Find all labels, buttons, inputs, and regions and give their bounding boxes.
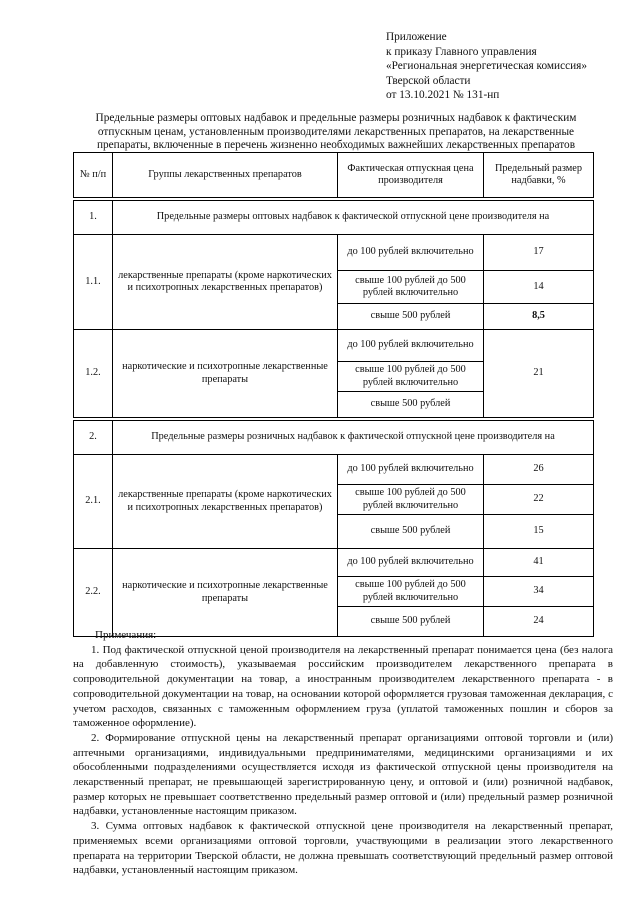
table-header-row <box>74 153 594 198</box>
table-row <box>74 235 594 271</box>
price-cell: свыше 100 рублей до 500 рублей включительно <box>338 577 484 607</box>
value-cell: 21 <box>484 330 594 418</box>
document-title <box>72 112 600 153</box>
value-cell: 8,5 <box>484 304 594 330</box>
price-cell: свыше 100 рублей до 500 рублей включительно <box>338 362 484 392</box>
price-cell: свыше 100 рублей до 500 рублей включительно <box>338 485 484 515</box>
price-cell: свыше 500 рублей <box>338 392 484 418</box>
price-cell: свыше 100 рублей до 500 рублей включительно <box>338 271 484 304</box>
value-cell: 41 <box>484 549 594 577</box>
header-num: № п/п <box>74 153 113 198</box>
appendix-line: Тверской области <box>386 74 471 87</box>
section-row <box>74 421 594 455</box>
header-groups: Группы лекарственных препаратов <box>113 153 338 198</box>
group-num: 2.2. <box>74 549 113 637</box>
section-title: Предельные размеры оптовых надбавок к фактической отпускной цене производителя на <box>113 201 594 235</box>
price-cell: свыше 500 рублей <box>338 515 484 549</box>
price-cell: до 100 рублей включительно <box>338 235 484 271</box>
price-cell: до 100 рублей включительно <box>338 455 484 485</box>
appendix-block <box>386 30 587 103</box>
group-num: 1.2. <box>74 330 113 418</box>
title-line: Предельные размеры оптовых надбавок и предельные размеры розничных надбавок к фактическим <box>95 112 577 124</box>
appendix-line: к приказу Главного управления <box>386 45 537 58</box>
appendix-line: Приложение <box>386 31 447 43</box>
group-num: 2.1. <box>74 455 113 549</box>
group-name: лекарственные препараты (кроме наркотических и психотропных лекарственных препаратов) <box>113 235 338 330</box>
section-num: 1. <box>74 201 113 235</box>
header-price: Фактическая отпускная цена производителя <box>338 153 484 198</box>
price-cell: свыше 500 рублей <box>338 607 484 637</box>
table-row <box>74 549 594 577</box>
note-item: 2. Формирование отпускной цены на лекарственный препарат организациями оптовой торговли и (или) аптечными организациями, индивидуальными предпринимателями, медицинскими организациями и их обособленными подразделениями осуществляется исходя из фактической отпускной цены производителя на лекарственный препарат, не превышающей зарегистрированную цену, и оптовой и (или) розничной надбавок, размер которых не превышает соответственно предельный размер оптовой и (или) предельный размер розничной надбавки, установленные настоящим приказом. <box>73 731 613 818</box>
value-cell: 34 <box>484 577 594 607</box>
section-num: 2. <box>74 421 113 455</box>
value-cell: 24 <box>484 607 594 637</box>
price-cell: до 100 рублей включительно <box>338 549 484 577</box>
section-row <box>74 201 594 235</box>
notes-header: Примечания: <box>95 629 157 641</box>
group-name: наркотические и психотропные лекарственные препараты <box>113 549 338 637</box>
header-max: Предельный размер надбавки, % <box>484 153 594 198</box>
value-cell: 15 <box>484 515 594 549</box>
value-cell: 17 <box>484 235 594 271</box>
group-name: наркотические и психотропные лекарственные препараты <box>113 330 338 418</box>
group-num: 1.1. <box>74 235 113 330</box>
value-cell: 22 <box>484 485 594 515</box>
note-item: 3. Сумма оптовых надбавок к фактической отпускной цене производителя на лекарственный препарат, применяемых всеми организациями оптовой торговли, участвующими в реализации этого лекарственного препарата на территории Тверской области, не должна превышать соответствующий предельный размер оптовой надбавки, установленный настоящим приказом. <box>73 820 613 877</box>
section-title: Предельные размеры розничных надбавок к фактической отпускной цене производителя на <box>113 421 594 455</box>
value-cell: 14 <box>484 271 594 304</box>
price-cell: до 100 рублей включительно <box>338 330 484 362</box>
title-line: отпускным ценам, установленным производителями лекарственных препаратов, на лекарственные <box>97 125 575 138</box>
note-item: 1. Под фактической отпускной ценой производителя на лекарственный препарат понимается цена (без налога на добавленную стоимость), указываемая российским производителем лекарственного препарата в сопроводительной документации на товар, а иностранным производителем лекарственного препарата - в сопроводительной документации на товар, на основании которой оформляется грузовая таможенная декларация, с учетом расходов, связанных с таможенным оформлением груза (уплатой таможенных пошлин и сборов за таможенное оформление). <box>73 643 613 730</box>
price-cell: свыше 500 рублей <box>338 304 484 330</box>
value-cell: 26 <box>484 455 594 485</box>
group-name: лекарственные препараты (кроме наркотических и психотропных лекарственных препаратов) <box>113 455 338 549</box>
appendix-line: «Региональная энергетическая комиссия» <box>386 60 587 73</box>
appendix-line: от 13.10.2021 № 131-нп <box>386 89 500 102</box>
markup-table <box>73 152 594 637</box>
title-line: препараты, включенные в перечень жизненно необходимых важнейших лекарственных препаратов <box>96 139 576 152</box>
notes-block <box>73 628 613 878</box>
table-row <box>74 330 594 362</box>
table-row <box>74 455 594 485</box>
